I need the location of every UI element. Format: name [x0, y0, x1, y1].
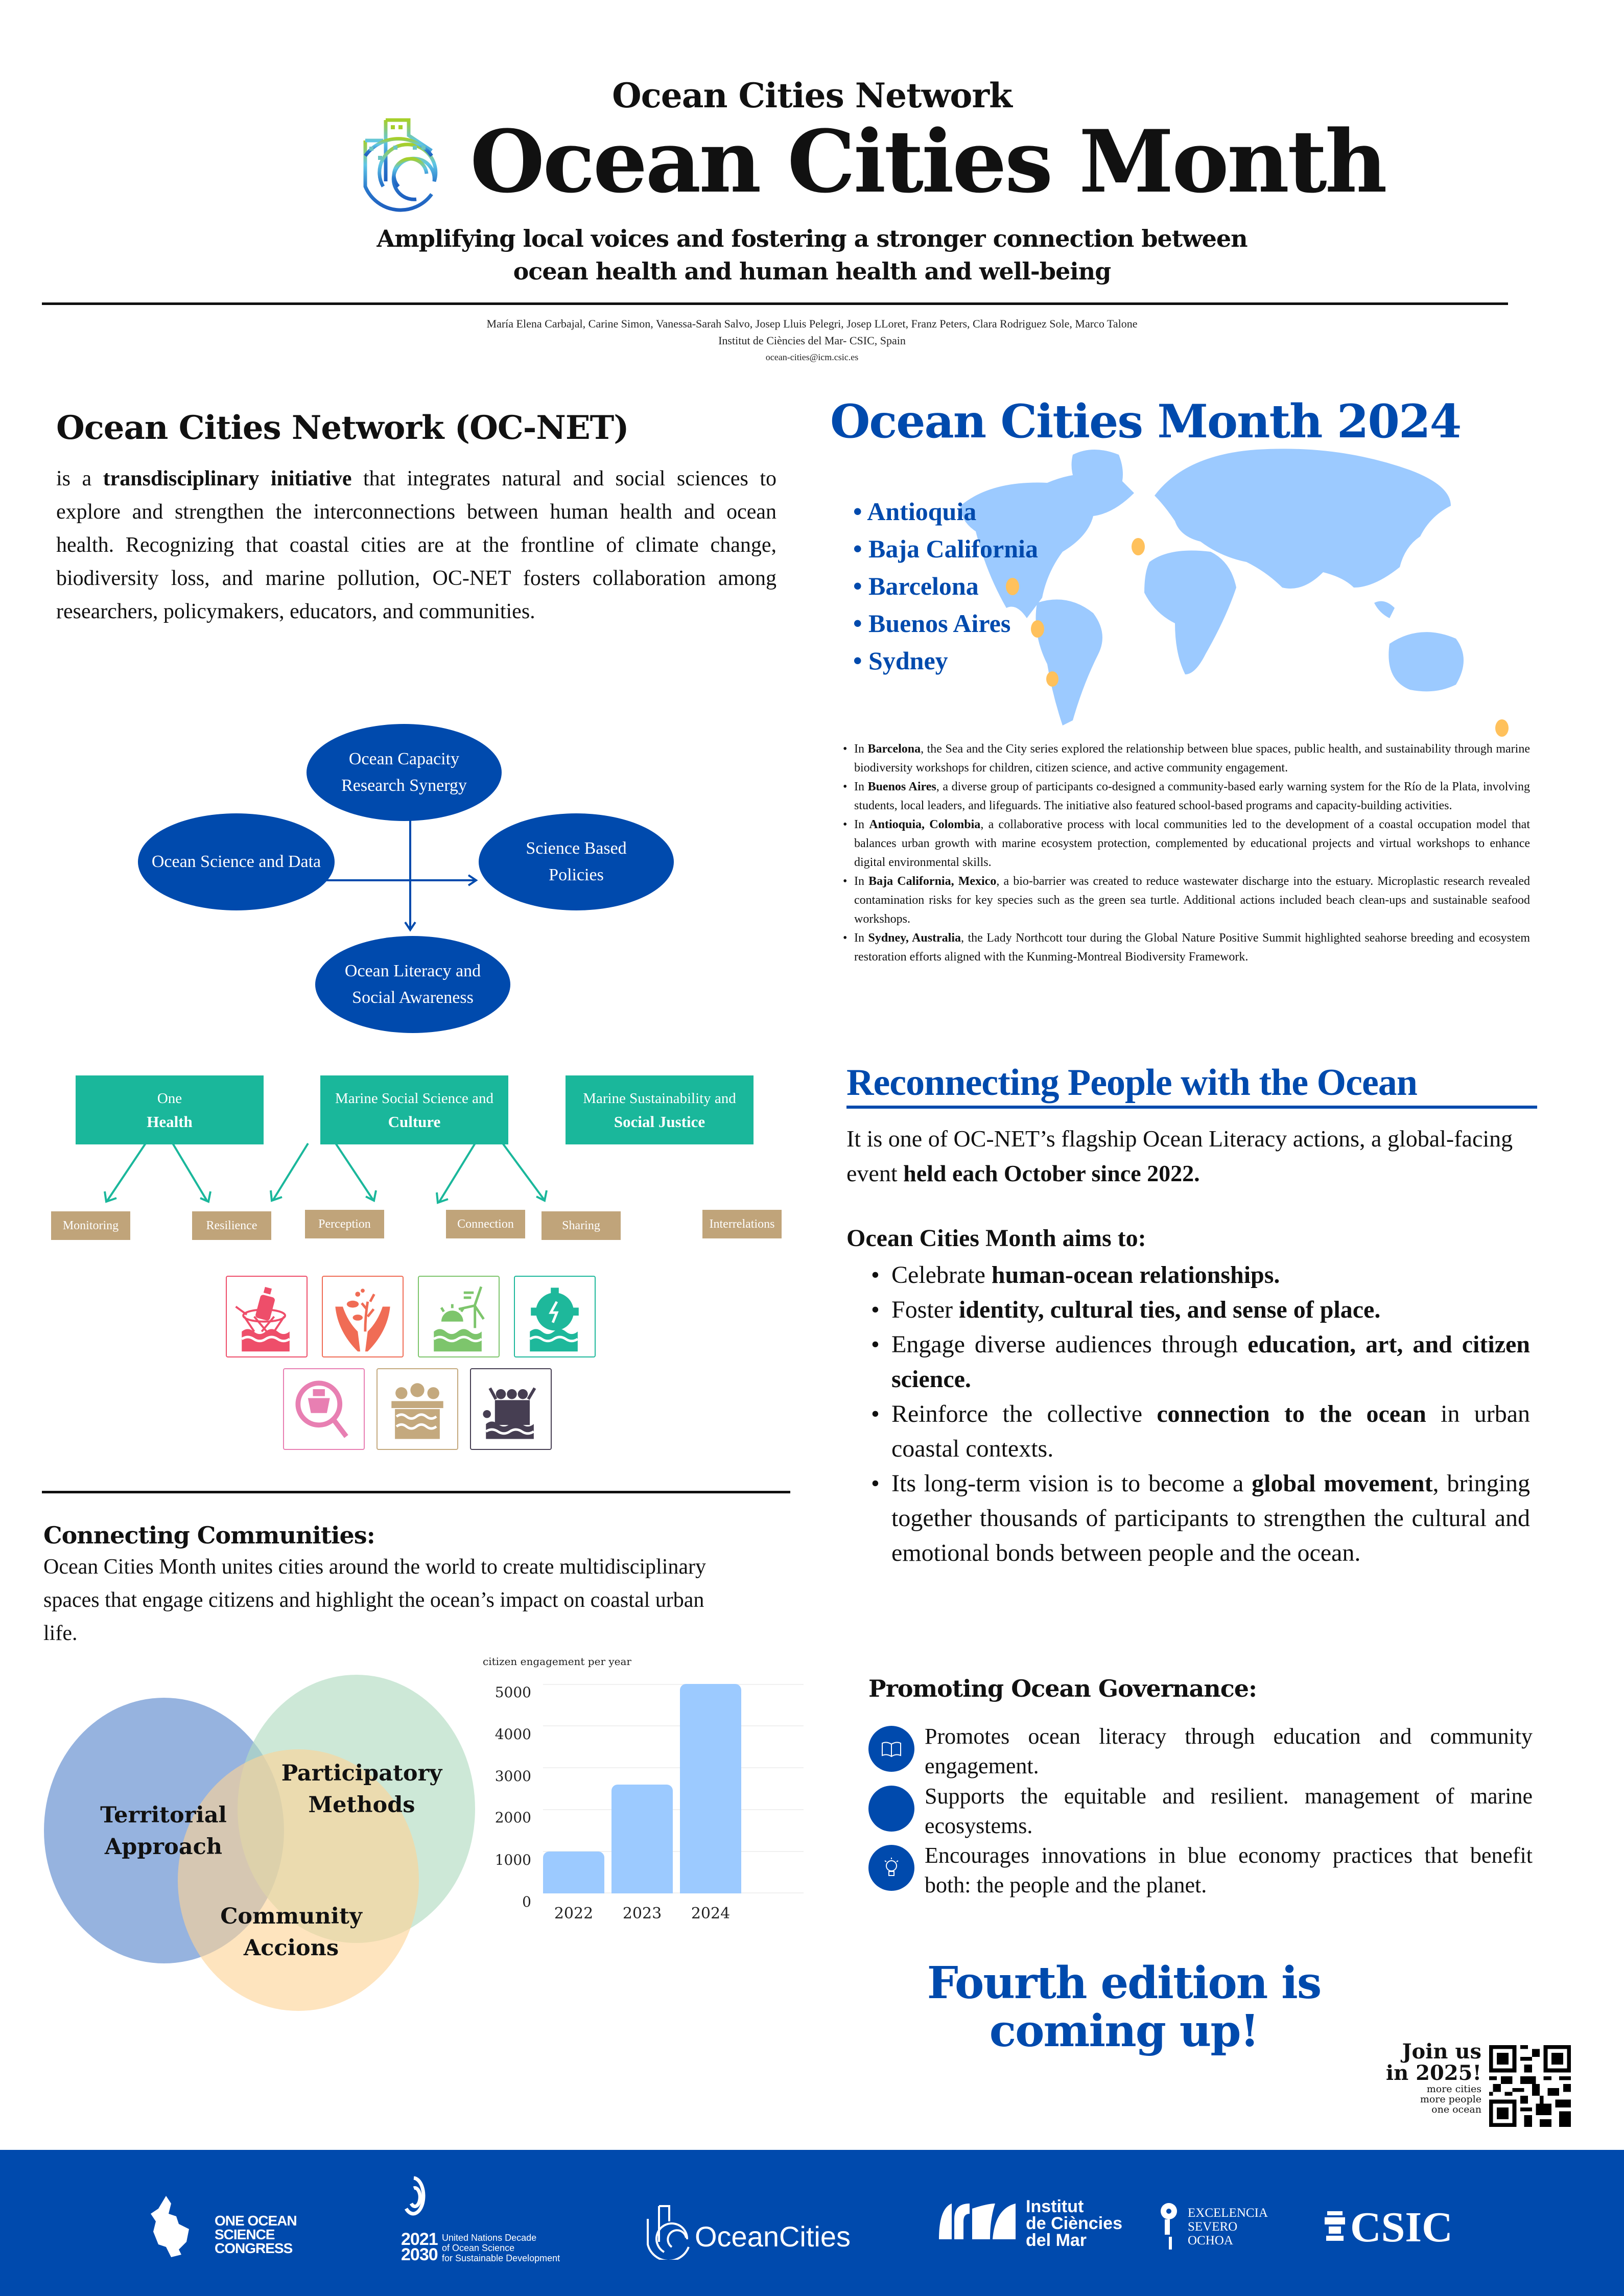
subtitle-line-2: ocean health and human health and well-being — [513, 257, 1111, 285]
ecosystem-protection-icon — [322, 1276, 404, 1357]
city-note: • In Barcelona, the Sea and the City series explored the relationship between blue spaces, public health, and sustainability through marine biodiversity workshops for children, citizen science, and active community engagement. — [843, 740, 1530, 778]
city-activity-notes — [843, 740, 1530, 967]
circle-icon — [868, 1786, 914, 1832]
canada-map-icon — [151, 2196, 197, 2257]
theme-label-bold: Health — [147, 1112, 193, 1131]
reconnecting-title: Reconnecting People with the Ocean — [846, 1062, 1417, 1104]
theme-label: One — [157, 1090, 182, 1107]
governance-text: Promotes ocean literacy through education and community engagement. — [925, 1724, 1533, 1778]
y-tick: 3000 — [495, 1768, 531, 1785]
renewable-energy-icon — [418, 1276, 500, 1357]
bar-2023 — [611, 1785, 673, 1893]
institution: Institut de Ciències del Mar- CSIC, Spain — [718, 334, 906, 347]
aim-item: • Engage diverse audiences through education, art, and citizen science. — [868, 1327, 1530, 1397]
gridline — [543, 1725, 804, 1726]
aims-heading: Ocean Cities Month aims to: — [846, 1225, 1146, 1252]
theme-sustainability-justice — [566, 1075, 754, 1144]
reconnecting-intro: It is one of OC-NET’s flagship Ocean Literacy actions, a global-facing event held each October since 2022. — [846, 1126, 1513, 1186]
pillar-ocean-capacity: Ocean Capacity Research Synergy — [307, 724, 502, 821]
y-tick: 4000 — [495, 1726, 531, 1743]
city-note: • In Antioquia, Colombia, a collaborative process with local communities led to the development of a coastal occupation model that balances urban growth with marine ecosystem protection, complemented by educational projects and virtual workshops to enhance digital environmental skills. — [843, 815, 1530, 872]
severo-ochoa-logo: EXCELENCIA SEVERO OCHOA — [1160, 2201, 1180, 2252]
severo-ochoa-key-icon — [1160, 2201, 1180, 2250]
qr-code[interactable] — [1489, 2045, 1571, 2127]
venn-label-community: Community Accions — [220, 1904, 362, 1961]
governance-text: Supports the equitable and resilient. management of marine ecosystems. — [925, 1784, 1533, 1838]
governance-text: Encourages innovations in blue economy practices that benefit both: the people and the planet. — [925, 1843, 1533, 1897]
city-item: • Sydney — [853, 642, 1038, 680]
city-note: • In Buenos Aires, a diverse group of participants co-designed a community-based early warning system for the Río de la Plata, involving students, local leaders, and lifeguards. The initiative also featured school-based programs and capacity-building activities. — [843, 778, 1530, 815]
ocnet-text-pre: is a — [56, 467, 103, 490]
connecting-communities-title — [43, 1521, 375, 1549]
theme-social-science-culture — [320, 1075, 508, 1144]
city-note: • In Sydney, Australia, the Lady Northcott tour during the Global Nature Positive Summit highlighted seahorse breeding and ecosystem restoration efforts aligned with the Kunming-Montreal Biodiversity Framework. — [843, 929, 1530, 967]
city-note: • In Baja California, Mexico, a bio-barrier was created to reduce wastewater discharge into the estuary. Microplastic research revealed contamination risks for key species such as the green sea turtle. Additional actions included beach clean-ups and sustainable seafood workshops. — [843, 872, 1530, 929]
theme-label: Marine Social Science and — [335, 1090, 494, 1107]
subtheme-interrelations: Interrelations — [702, 1210, 782, 1238]
join-heading: Join us in 2025! — [1385, 2040, 1481, 2085]
author-block — [0, 315, 1624, 366]
fourth-edition-announcement: Fourth edition is coming up! — [927, 1957, 1321, 2057]
aim-item: • Foster identity, cultural ties, and sense of place. — [868, 1293, 1530, 1327]
pillar-science-policies: Science Based Policies — [479, 813, 674, 910]
title-text: Connecting Communities — [43, 1521, 367, 1549]
city-item: • Baja California — [853, 530, 1038, 568]
ocean-research-icon — [283, 1368, 365, 1450]
section-divider — [42, 1491, 790, 1493]
governance-title: Promoting Ocean Governance: — [868, 1675, 1257, 1702]
ocm-2024-title: Ocean Cities Month 2024 — [830, 394, 1461, 449]
authors: María Elena Carbajal, Carine Simon, Vanessa-Sarah Salvo, Josep Lluis Pelegri, Josep LLoret, Franz Peters, Clara Rodriguez Sole, Marco Talone — [486, 317, 1138, 330]
bar-2022 — [543, 1852, 604, 1893]
csic-logo: CSIC — [1325, 2211, 1345, 2244]
subtheme-sharing: Sharing — [542, 1211, 621, 1240]
governance-item — [868, 1782, 1533, 1841]
book-icon — [868, 1726, 914, 1772]
un-ocean-decade-logo: 2021 2030 United Nations Decade of Ocean Science for Sustainable Development — [401, 2175, 427, 2218]
contact-email[interactable]: ocean-cities@icm.csic.es — [765, 352, 859, 362]
y-tick: 1000 — [495, 1852, 531, 1868]
city-list — [853, 493, 1038, 680]
oceancities-footer-logo: OceanCities — [644, 2204, 692, 2262]
icm-logo: Institut de Ciències del Mar — [939, 2204, 1016, 2241]
ocnet-title: Ocean Cities Network (OC-NET) — [56, 409, 629, 447]
header-divider — [42, 302, 1508, 305]
marine-pollution-icon — [226, 1276, 308, 1357]
reconnecting-underline — [846, 1106, 1537, 1109]
subtheme-perception: Perception — [305, 1210, 384, 1238]
ocnet-description — [56, 462, 776, 628]
title-colon: : — [366, 1521, 375, 1549]
icm-mark-icon — [939, 2204, 1016, 2239]
y-tick: 0 — [522, 1893, 531, 1910]
gridline — [543, 1809, 804, 1810]
x-tick: 2024 — [691, 1905, 731, 1923]
oceancities-wave-icon — [644, 2204, 692, 2260]
theme-label: Marine Sustainability and — [583, 1090, 736, 1107]
ocean-decade-spiral-icon — [401, 2175, 427, 2216]
join-tagline: more cities more people one ocean — [1420, 2083, 1481, 2115]
theme-one-health — [76, 1075, 264, 1144]
city-item: • Antioquia — [853, 493, 1038, 530]
governance-item — [868, 1841, 1533, 1900]
governance-item — [868, 1722, 1533, 1781]
bar-2024 — [680, 1684, 741, 1893]
aim-item: • Celebrate human-ocean relationships. — [868, 1258, 1530, 1293]
chart-title: citizen engagement per year — [483, 1655, 631, 1668]
people-ocean-icon — [470, 1368, 552, 1450]
pillar-ocean-literacy: Ocean Literacy and Social Awareness — [315, 936, 510, 1033]
city-item: • Barcelona — [853, 568, 1038, 605]
venn-label-participatory: Participatory Methods — [281, 1761, 442, 1818]
community-ocean-icon — [376, 1368, 458, 1450]
city-item: • Buenos Aires — [853, 605, 1038, 642]
subtitle-line-1: Amplifying local voices and fostering a stronger connection between — [376, 225, 1248, 252]
venn-label-territorial: Territorial Approach — [100, 1802, 227, 1860]
csic-crest-icon — [1325, 2211, 1345, 2242]
aim-item: • Its long-term vision is to become a global movement, bringing together thousands of participants to strengthen the cultural and emotional bonds between people and the ocean. — [868, 1466, 1530, 1571]
aims-list — [868, 1258, 1530, 1571]
gridline — [543, 1684, 804, 1685]
y-tick: 2000 — [495, 1809, 531, 1826]
pillar-ocean-science-data: Ocean Science and Data — [138, 813, 335, 910]
connecting-communities-body: Ocean Cities Month unites cities around the world to create multidisciplinary spaces that engage citizens and highlight the ocean’s impact on coastal urban life. — [43, 1555, 707, 1645]
ocnet-text-post: that integrates natural and social sciences to explore and strengthen the interconnections between human health and ocean health. Recognizing that coastal cities are at the frontline of climate change, biodiversity loss, and marine pollution, OC-NET fosters collaboration among researchers, policymakers, educators, and communities. — [56, 467, 776, 623]
sponsor-footer — [0, 2150, 1624, 2296]
ocnet-text-bold: transdisciplinary initiative — [103, 467, 352, 490]
one-ocean-science-congress-logo: ONE OCEAN SCIENCE CONGRESS — [151, 2196, 197, 2259]
subtheme-connection: Connection — [446, 1210, 525, 1238]
aim-item: • Reinforce the collective connection to the ocean in urban coastal contexts. — [868, 1397, 1530, 1466]
lightbulb-icon — [868, 1845, 914, 1891]
y-tick: 5000 — [495, 1684, 531, 1701]
subtheme-monitoring: Monitoring — [51, 1211, 130, 1240]
header-network-name: Ocean Cities Network — [612, 76, 1012, 115]
gridline — [543, 1767, 804, 1768]
theme-label-bold: Social Justice — [614, 1112, 705, 1131]
ocean-energy-gear-icon — [514, 1276, 596, 1357]
join-us-block — [1379, 2041, 1481, 2115]
x-tick: 2022 — [554, 1905, 594, 1923]
x-tick: 2023 — [622, 1905, 662, 1923]
ocean-cities-logo-icon — [355, 110, 444, 217]
poster-subtitle — [0, 222, 1624, 288]
theme-label-bold: Culture — [388, 1112, 441, 1131]
subtheme-resilience: Resilience — [192, 1211, 271, 1240]
poster-title: Ocean Cities Month — [470, 111, 1385, 212]
engagement-bar-chart — [483, 1655, 797, 2044]
